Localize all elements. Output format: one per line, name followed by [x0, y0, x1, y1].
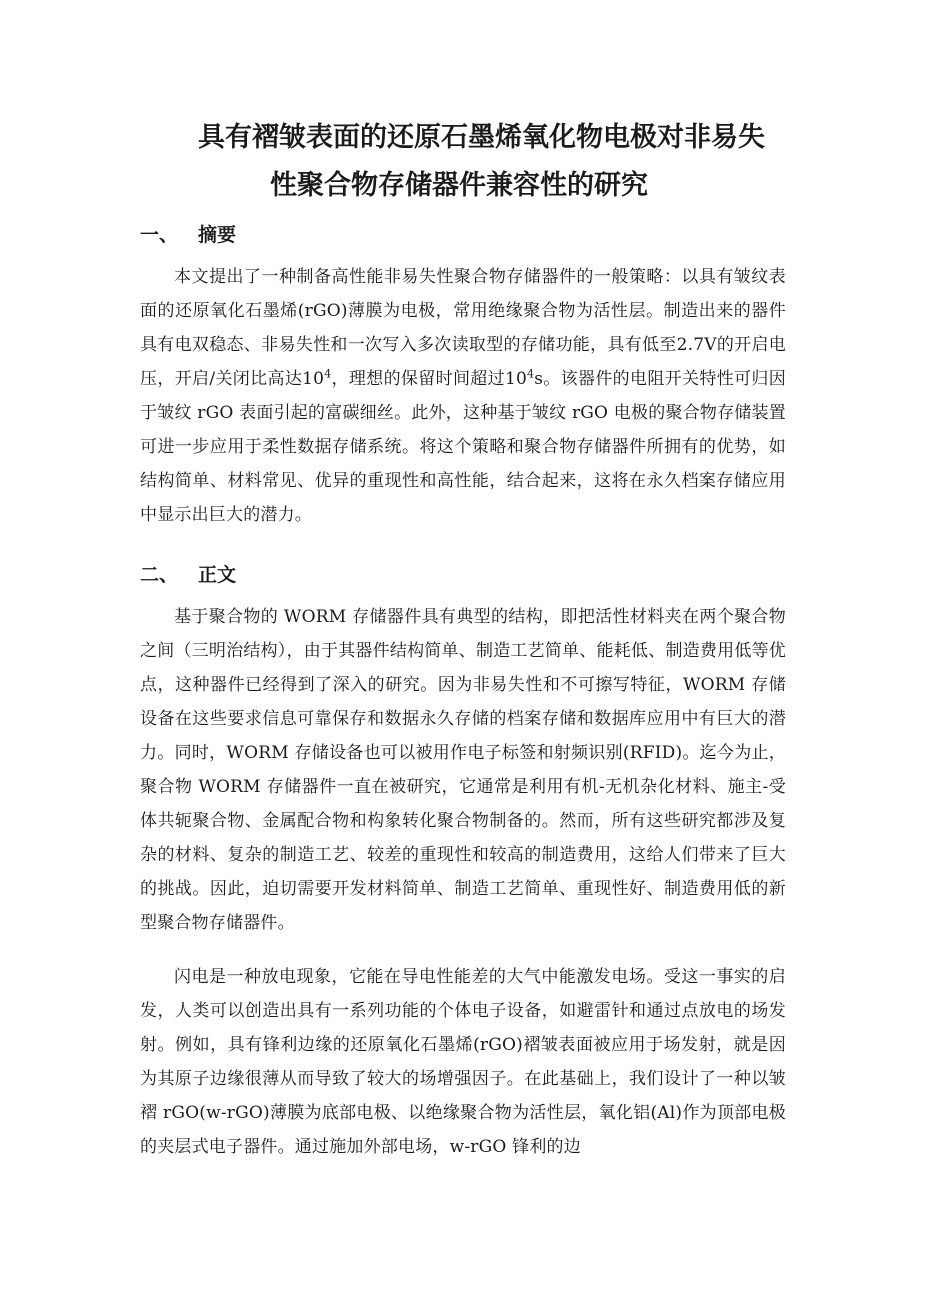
exponent: 4 [527, 367, 535, 381]
section-heading-main-text [140, 561, 236, 589]
abstract-text-part-3: s。该器件的电阻开关特性可归因于皱纹 rGO 表面引起的富碳细丝。此外，这种基于皱纹 rGO 电极的聚合物存储装置可进一步应用于柔性数据存储系统。将这个策略和聚合物存储器件所拥有的优势，如结构简单、材料常见、优异的重现性和高性能，结合起来，这将在永久档案存储应用中显示出巨大的潜力。 [140, 369, 786, 525]
section-number: 一、 [140, 224, 179, 246]
abstract-paragraph [140, 260, 786, 532]
document-title-line-1: 具有褶皱表面的还原石墨烯氧化物电极对非易失 [198, 122, 765, 153]
body-paragraph: 基于聚合物的 WORM 存储器件具有典型的结构，即把活性材料夹在两个聚合物之间（三明治结构），由于其器件结构简单、制造工艺简单、能耗低、制造费用低等优点，这种器件已经得到了深入的研究。因为非易失性和不可擦写特征，WORM 存储设备在这些要求信息可靠保存和数据永久存储的档案存储和数据库应用中有巨大的潜力。同时，WORM 存储设备也可以被用作电子标签和射频识别(RFID)。迄今为止，聚合物 WORM 存储器件一直在被研究，它通常是利用有机-无机杂化材料、施主-受体共轭聚合物、金属配合物和构象转化聚合物制备的。然而，所有这些研究都涉及复杂的材料、复杂的制造工艺、较差的重现性和较高的制造费用，这给人们带来了巨大的挑战。因此，迫切需要开发材料简单、制造工艺简单、重现性好、制造费用低的新型聚合物存储器件。 [140, 607, 786, 933]
exponent: 4 [324, 367, 332, 381]
section-heading-abstract [140, 221, 236, 249]
body-paragraph: 闪电是一种放电现象，它能在导电性能差的大气中能激发电场。受这一事实的启发，人类可以创造出具有一系列功能的个体电子设备，如避雷针和通过点放电的场发射。例如，具有锋利边缘的还原氧化石墨烯(rGO)褶皱表面被应用于场发射，就是因为其原子边缘很薄从而导致了较大的场增强因子。在此基础上，我们设计了一种以皱褶 rGO(w-rGO)薄膜为底部电极、以绝缘聚合物为活性层，氧化铝(Al)作为顶部电极的夹层式电子器件。通过施加外部电场，w-rGO 锋利的边 [140, 967, 786, 1157]
document-title-line-2: 性聚合物存储器件兼容性的研究 [270, 170, 648, 201]
section-number: 二、 [140, 564, 179, 586]
section-title: 摘要 [198, 224, 237, 246]
abstract-text-part-2: ，理想的保留时间超过10 [331, 369, 528, 389]
abstract-text-part-1: 本文提出了一种制备高性能非易失性聚合物存储器件的一般策略：以具有皱纹表面的还原氧化石墨烯(rGO)薄膜为电极，常用绝缘聚合物为活性层。制造出来的器件具有电双稳态、非易失性和一次写入多次读取型的存储功能，具有低至2.7V的开启电压，开启/关闭比高达10 [140, 267, 786, 389]
section-title: 正文 [198, 564, 237, 586]
